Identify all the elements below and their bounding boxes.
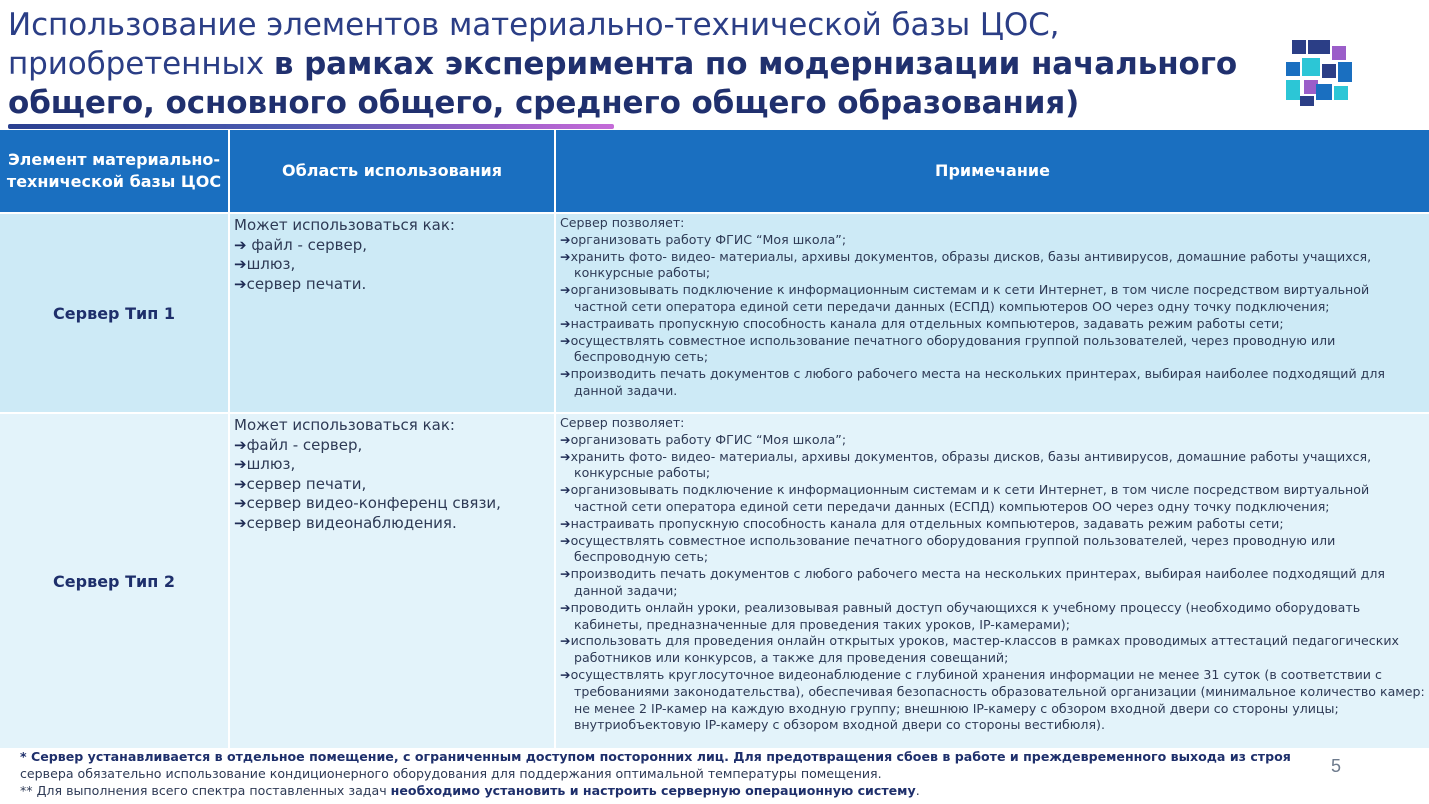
page-number: 5 — [1331, 756, 1342, 776]
usage-item: ➔шлюз, — [234, 255, 296, 273]
arrow-icon: ➔ — [560, 448, 571, 464]
note-item: ➔осуществлять круглосуточное видеонаблюдение с глубиной хранения информации не менее 31 суток (в соответствии с требованиями законодательства), обеспечивая безопасность образовательной организации (минимальное количество камер: не менее 2 IP-камер на каждую входную группу; внешнюю IP-камеру с обзором входной двери со стороны улицы; внутриобъектовую IP-камеру с обзором входной двери со стороны вестибюля). — [560, 666, 1425, 733]
title-line-3: общего, основного общего, среднего общего образования) — [8, 85, 1080, 121]
usage-item: ➔сервер видеонаблюдения. — [234, 513, 457, 532]
mosaic-cross-logo-icon — [1286, 40, 1352, 106]
footnote-2: ** Для выполнения всего спектра поставленных задач необходимо установить и настроить серверную операционную систему. — [20, 783, 920, 798]
usage-item: ➔сервер видео-конференц связи, — [234, 494, 501, 512]
arrow-icon: ➔ — [234, 494, 247, 512]
arrow-icon: ➔ — [234, 474, 247, 493]
note-item: ➔настраивать пропускную способность канала для отдельных компьютеров, задавать режим работы сети; — [560, 515, 1284, 531]
header-note: Примечание — [556, 130, 1429, 212]
note-item: ➔организовывать подключение к информационным системам и к сети Интернет, в том числе посредством виртуальной частной сети оператора единой сети передачи данных (ЕСПД) компьютеров ОО через одну точку подключения; — [560, 482, 1370, 514]
row-1-name: Сервер Тип 1 — [0, 214, 228, 412]
arrow-icon: ➔ — [234, 435, 247, 454]
arrow-icon: ➔ — [560, 431, 571, 447]
note-intro: Сервер позволяет: — [560, 415, 685, 430]
title-line-2: приобретенных в рамках эксперимента по модернизации начального — [8, 46, 1238, 82]
arrow-icon: ➔ — [560, 482, 571, 498]
title-underline — [8, 124, 614, 129]
title-line-1: Использование элементов материально-технической базы ЦОС, — [8, 7, 1060, 43]
arrow-icon: ➔ — [560, 282, 571, 298]
arrow-icon: ➔ — [234, 255, 247, 273]
usage-item: ➔шлюз, — [234, 455, 296, 473]
note-intro: Сервер позволяет: — [560, 215, 685, 230]
usage-item: ➔ файл - сервер, — [234, 235, 368, 254]
arrow-icon: ➔ — [234, 274, 247, 293]
arrow-icon: ➔ — [560, 515, 571, 531]
arrow-icon: ➔ — [560, 231, 571, 247]
usage-item: ➔сервер печати, — [234, 474, 367, 493]
arrow-icon: ➔ — [560, 599, 571, 615]
usage-item: ➔файл - сервер, — [234, 435, 363, 454]
note-item: ➔осуществлять совместное использование печатного оборудования группой пользователей, через проводную или беспроводную сеть; — [560, 332, 1336, 365]
row-2-usage — [230, 414, 554, 748]
usage-item: ➔сервер печати. — [234, 274, 367, 293]
note-item: ➔проводить онлайн уроки, реализовывая равный доступ обучающихся к учебному процессу (необходимо оборудовать кабинеты, предназначенные для проведения таких уроков, IP-камерами); — [560, 599, 1361, 632]
arrow-icon: ➔ — [560, 666, 571, 682]
row-2-name: Сервер Тип 2 — [0, 414, 228, 748]
note-item: ➔хранить фото- видео- материалы, архивы документов, образы дисков, базы антивирусов, домашние работы учащихся, конкурсные работы; — [560, 448, 1372, 481]
note-item: ➔организовать работу ФГИС “Моя школа”; — [560, 431, 847, 447]
title-line-2-bold: в рамках эксперимента по модернизации начального — [273, 46, 1238, 82]
note-item: ➔использовать для проведения онлайн открытых уроков, мастер-классов в рамках проводимых аттестаций педагогических работников или конкурсов, а также для проведения совещаний; — [560, 633, 1399, 666]
arrow-icon: ➔ — [560, 633, 571, 649]
usage-intro: Может использоваться как: — [234, 216, 455, 234]
usage-intro: Может использоваться как: — [234, 416, 455, 434]
header-usage: Область использования — [230, 130, 554, 212]
note-item: ➔организовывать подключение к информационным системам и к сети Интернет, в том числе посредством виртуальной частной сети оператора единой сети передачи данных (ЕСПД) компьютеров ОО через одну точку подключения; — [560, 282, 1370, 314]
arrow-icon: ➔ — [560, 332, 571, 348]
arrow-icon: ➔ — [234, 455, 247, 473]
arrow-icon: ➔ — [560, 248, 571, 264]
arrow-icon: ➔ — [234, 235, 247, 254]
arrow-icon: ➔ — [560, 366, 571, 382]
arrow-icon: ➔ — [560, 315, 571, 331]
row-1-notes — [556, 214, 1429, 412]
arrow-icon: ➔ — [560, 566, 571, 582]
footnotes — [20, 748, 1300, 799]
row-2-notes — [556, 414, 1429, 748]
note-item: ➔производить печать документов с любого рабочего места на нескольких принтерах, выбирая наиболее подходящий для данной задачи. — [560, 366, 1385, 398]
arrow-icon: ➔ — [234, 513, 247, 532]
slide-title — [8, 6, 1268, 123]
footnote-1: * Сервер устанавливается в отдельное помещение, с ограниченным доступом посторонних лиц. Для предотвращения сбоев в работе и преждевременного выхода из строя сервера обязательно использование кондиционерного оборудования для поддержания оптимальной температуры помещения. — [20, 749, 1291, 781]
note-item: ➔хранить фото- видео- материалы, архивы документов, образы дисков, базы антивирусов, домашние работы учащихся, конкурсные работы; — [560, 248, 1372, 281]
arrow-icon: ➔ — [560, 532, 571, 548]
note-item: ➔производить печать документов с любого рабочего места на нескольких принтерах, выбирая наиболее подходящий для данной задачи; — [560, 566, 1385, 598]
header-element: Элемент материально-технической базы ЦОС — [0, 130, 228, 212]
note-item: ➔осуществлять совместное использование печатного оборудования группой пользователей, через проводную или беспроводную сеть; — [560, 532, 1336, 565]
note-item: ➔организовать работу ФГИС “Моя школа”; — [560, 231, 847, 247]
note-item: ➔настраивать пропускную способность канала для отдельных компьютеров, задавать режим работы сети; — [560, 315, 1284, 331]
row-1-usage — [230, 214, 554, 412]
